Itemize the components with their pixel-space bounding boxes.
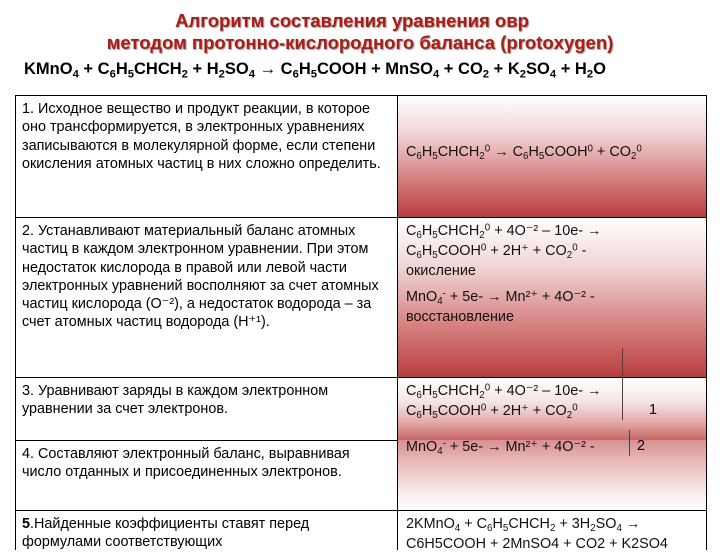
page-title-line2: методом протонно-кислородного баланса (protoxygen) [106, 32, 614, 53]
step-4-formula-cell [398, 440, 707, 510]
coefficient-1: 1 [649, 402, 658, 418]
table-row [15, 217, 707, 377]
step-4-line: MnO$_4$- + 5e- → Mn²⁺ + 4O⁻² - [406, 438, 595, 457]
algorithm-table [15, 95, 707, 552]
step-5-line2: C6H5COOH + 2MnSO4 + CO2 + K2SO4 [406, 536, 668, 552]
step-2-oxidation-line2: $C_6H_5COOH^0 + 2H^+ + CO_2^0$ - [406, 242, 587, 261]
step-2-formula-cell [398, 217, 707, 377]
step-2-reduction-line: MnO$_4$- + 5e- → Mn²⁺ + 4O⁻² - [406, 288, 595, 307]
step-5-text: 5.Найденные коэффициенты ставят перед формулами соответствующих [15, 510, 398, 550]
table-row [15, 510, 707, 550]
overall-equation: KMnO$_4$ + $C_6H_5CHCH_2 + H_2SO_4$ → $C_6H_5COOH$ + MnSO$_4$ + $CO_2 + K_2SO_4 + H_2O$ [24, 60, 606, 81]
step-2-reduction-label: восстановление [406, 309, 514, 325]
step-3-text: 3. Уравнивают заряды в каждом электронном уравнении за счет электронов. [15, 377, 398, 440]
table-row [15, 377, 707, 440]
step-3-formula-cell [398, 377, 707, 440]
step-2-oxidation-line1: $C_6H_5CHCH_2^0 + 4O^{-2} - 10e-$ → [406, 222, 602, 241]
step-4-text: 4. Составляют электронный баланс, выравнивая число отданных и присоединенных электронов. [15, 440, 398, 510]
step-3-line1: $C_6H_5CHCH_2^0 + 4O^{-2} - 10e-$ → [406, 382, 602, 401]
table-row [15, 95, 707, 217]
coefficient-2: 2 [637, 438, 646, 454]
step-5-line1: 2KMnO$_4$ + $C_6H_5CHCH_2 + 3H_2SO_4$ → [406, 516, 641, 534]
page-title-line1: Алгоритм составления уравнения овр [175, 10, 529, 31]
step-2-text: 2. Устанавливают материальный баланс атомных частиц в каждом электронном уравнении. При этом недостаток кислорода в правой или левой части электронных уравнений восполняют за счет атомных частиц кислорода (O⁻²), а недостаток водорода – за счет атомных частиц водорода (H⁺¹). [15, 217, 398, 377]
step-5-formula-cell [398, 510, 707, 550]
step-2-oxidation-label: окисление [406, 263, 476, 279]
balance-divider-line [622, 348, 623, 420]
table-row [15, 440, 707, 510]
step-1-text: 1. Исходное вещество и продукт реакции, в которое оно трансформируется, в электронных уравнениях записываются в молекулярной форме, если степени окисления атомных частиц в них сложно определить. [15, 95, 398, 217]
balance-divider-line-2 [629, 430, 630, 456]
step-3-line2: $C_6H_5COOH^0 + 2H^+ + CO_2^0$ [406, 402, 578, 421]
step-1-formula-cell [398, 95, 707, 217]
step-1-formula: $C_6H_5CHCH_2^0$ → $C_6H_5COOH^0 + CO_2^0$ [406, 143, 642, 162]
